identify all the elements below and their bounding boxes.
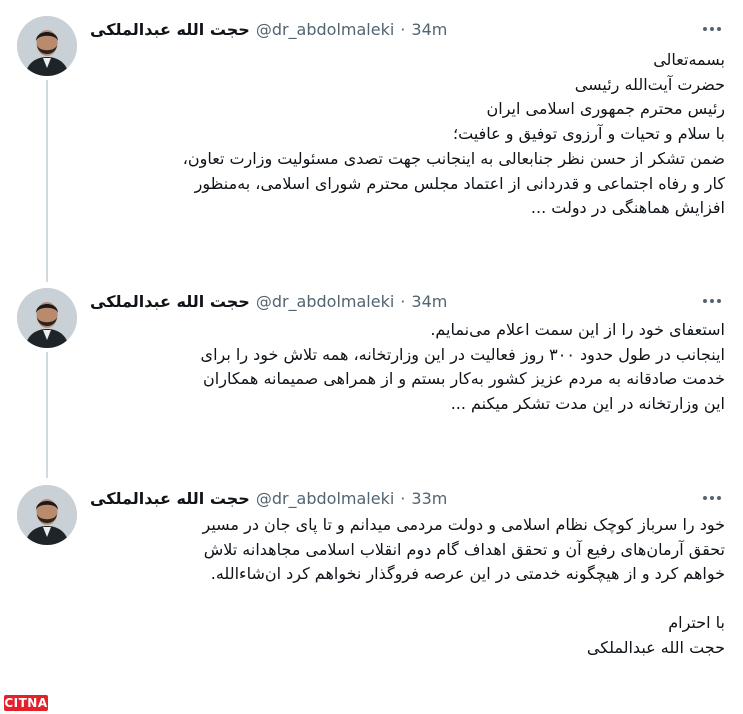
tweet-line: افزایش هماهنگی در دولت ...	[530, 198, 725, 218]
signature-line: حجت الله عبدالملکی	[586, 637, 725, 657]
tweet-line: این وزارتخانه در این مدت تشکر میکنم ...	[450, 394, 725, 414]
tweet-text	[90, 48, 725, 221]
tweet-line: تحقق آرمان‌های رفیع آن و تحقق اهداف گام دوم انقلاب اسلامی مجاهدانه تلاش	[203, 539, 725, 559]
tweet-line: بسمه‌تعالی	[653, 50, 725, 69]
tweet[interactable]	[0, 288, 743, 468]
author-name[interactable]: حجت الله عبدالملکی	[90, 20, 250, 39]
tweet-text	[90, 513, 725, 661]
tweet-line: ضمن تشکر از حسن نظر جنابعالی به اینجانب جهت تصدی مسئولیت وزارت تعاون،	[182, 148, 725, 168]
closing-line: با احترام	[668, 613, 725, 633]
author-name[interactable]: حجت الله عبدالملکی	[90, 489, 250, 508]
tweet-line: اینجانب در طول حدود ۳۰۰ روز فعالیت در این وزارتخانه، همه تلاش خود را برای	[200, 344, 725, 364]
tweet-line: رئیس محترم جمهوری اسلامی ایران	[486, 99, 725, 119]
tweet-text	[90, 318, 725, 417]
paragraph-gap	[90, 587, 725, 611]
tweet-line: خدمت صادقانه به مردم عزیز کشور به‌کار بستم و از همراهی صمیمانه همکاران	[203, 369, 725, 389]
tweet-line: خود را سرباز کوچک نظام اسلامی و دولت مردمی میدانم و تا پای جان در مسیر	[202, 515, 725, 534]
separator-dot: ·	[400, 489, 406, 508]
separator-dot: ·	[400, 292, 406, 311]
author-handle[interactable]: @dr_abdolmaleki	[255, 20, 395, 39]
tweet-header	[90, 18, 650, 42]
more-options-icon[interactable]	[699, 489, 725, 507]
tweet-line: کار و رفاه اجتماعی و قدردانی از اعتماد مجلس محترم شورای اسلامی، به‌منظور	[194, 173, 725, 193]
more-options-icon[interactable]	[699, 292, 725, 310]
watermark-logo: CITNA	[4, 696, 48, 710]
tweet-line: خواهم کرد و از هیچگونه خدمتی در این عرصه فروگذار نخواهم کرد ان‌شاءالله.	[210, 564, 725, 584]
tweet-header	[90, 290, 650, 314]
avatar[interactable]	[17, 16, 77, 76]
tweet[interactable]	[0, 16, 743, 266]
avatar[interactable]	[17, 485, 77, 545]
tweet-line: استعفای خود را از این سمت اعلام می‌نمایم.	[430, 320, 725, 339]
timestamp[interactable]: 33m	[411, 489, 448, 508]
profile-photo-icon	[17, 288, 77, 348]
author-name[interactable]: حجت الله عبدالملکی	[90, 292, 250, 311]
profile-photo-icon	[17, 16, 77, 76]
timestamp[interactable]: 34m	[411, 292, 448, 311]
author-handle[interactable]: @dr_abdolmaleki	[255, 489, 395, 508]
tweet-header	[90, 487, 650, 511]
timestamp[interactable]: 34m	[411, 20, 448, 39]
more-options-icon[interactable]	[699, 20, 725, 38]
separator-dot: ·	[400, 20, 406, 39]
tweet-line: حضرت آیت‌الله رئیسی	[574, 74, 725, 94]
profile-photo-icon	[17, 485, 77, 545]
avatar[interactable]	[17, 288, 77, 348]
author-handle[interactable]: @dr_abdolmaleki	[255, 292, 395, 311]
tweet-line: با سلام و تحیات و آرزوی توفیق و عافیت؛	[453, 124, 725, 144]
tweet[interactable]	[0, 485, 743, 685]
